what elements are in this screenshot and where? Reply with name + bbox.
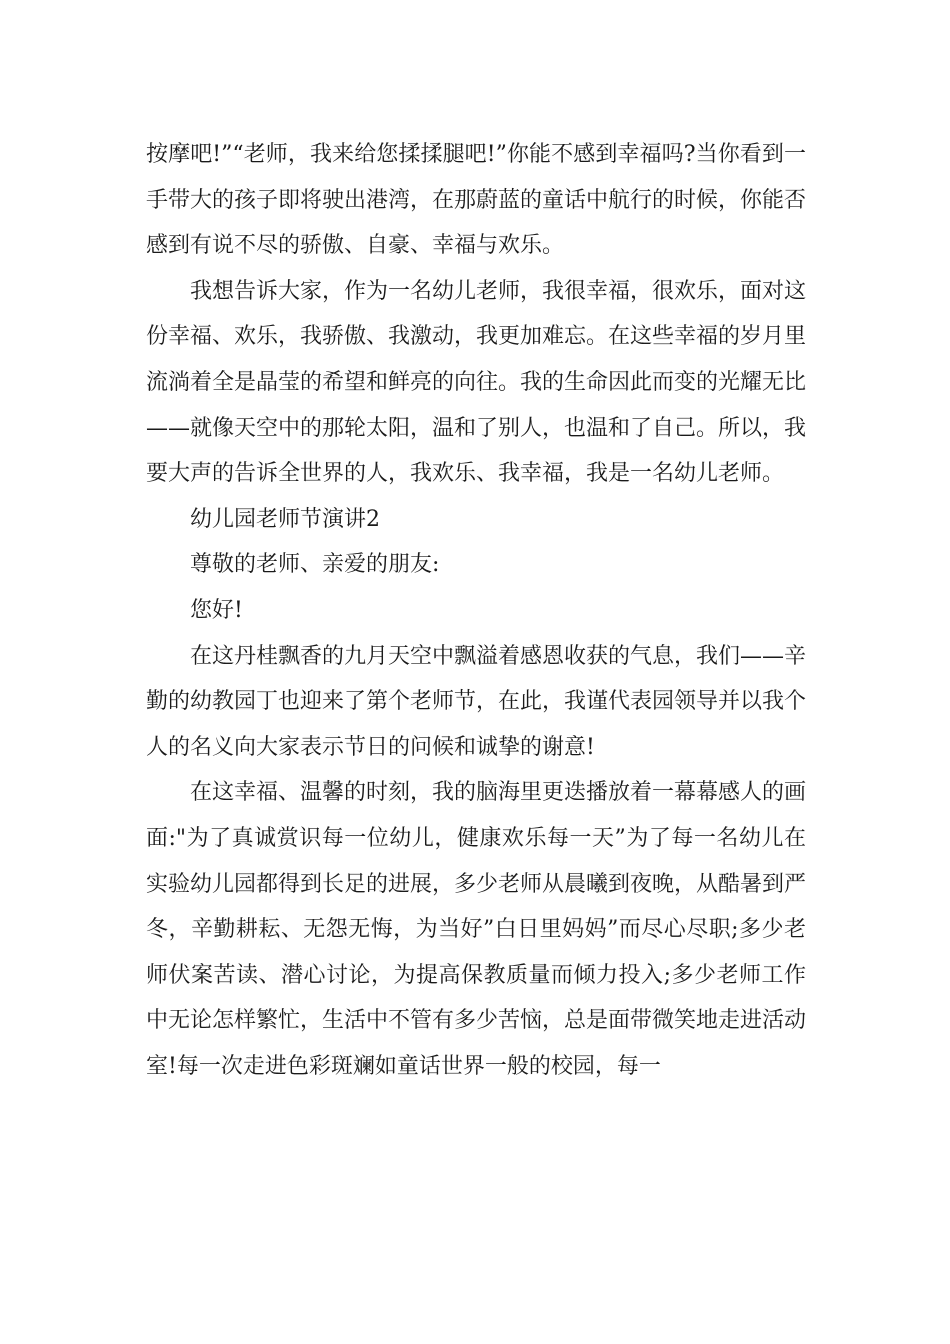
- paragraph-continued: 按摩吧!”“老师，我来给您揉揉腿吧!”你能不感到幸福吗?当你看到一手带大的孩子即将驶出港湾，在那蔚蓝的童话中航行的时候，你能否感到有说不尽的骄傲、自豪、幸福与欢乐。: [146, 142, 807, 259]
- greeting: 您好!: [190, 597, 243, 623]
- speech-title: 幼儿园老师节演讲2: [190, 506, 380, 532]
- paragraph-intro: 在这丹桂飘香的九月天空中飘溢着感恩收获的气息，我们——辛勤的幼教园丁也迎来了第个老师节，在此，我谨代表园领导并以我个人的名义向大家表示节日的问候和诚挚的谢意!: [146, 643, 807, 760]
- salutation: 尊敬的老师、亲爱的朋友:: [190, 552, 440, 578]
- document-body: [146, 132, 806, 1089]
- paragraph-happiness: 我想告诉大家，作为一名幼儿老师，我很幸福，很欢乐，面对这份幸福、欢乐，我骄傲、我激动，我更加难忘。在这些幸福的岁月里流淌着全是晶莹的希望和鲜亮的向往。我的生命因此而变的光耀无比——就像天空中的那轮太阳，温和了别人，也温和了自己。所以，我要大声的告诉全世界的人，我欢乐、我幸福，我是一名幼儿老师。: [146, 278, 807, 487]
- paragraph-memories: 在这幸福、温馨的时刻，我的脑海里更迭播放着一幕幕感人的画面:"为了真诚赏识每一位幼儿，健康欢乐每一天”为了每一名幼儿在实验幼儿园都得到长足的进展，多少老师从晨曦到夜晚，从酷暑到严冬，辛勤耕耘、无怨无悔，为当好”白日里妈妈”而尽心尽职;多少老师伏案苦读、潜心讨论，为提高保教质量而倾力投入;多少老师工作中无论怎样繁忙，生活中不管有多少苦恼，总是面带微笑地走进活动室!每一次走进色彩斑斓如童话世界一般的校园，每一: [146, 780, 807, 1079]
